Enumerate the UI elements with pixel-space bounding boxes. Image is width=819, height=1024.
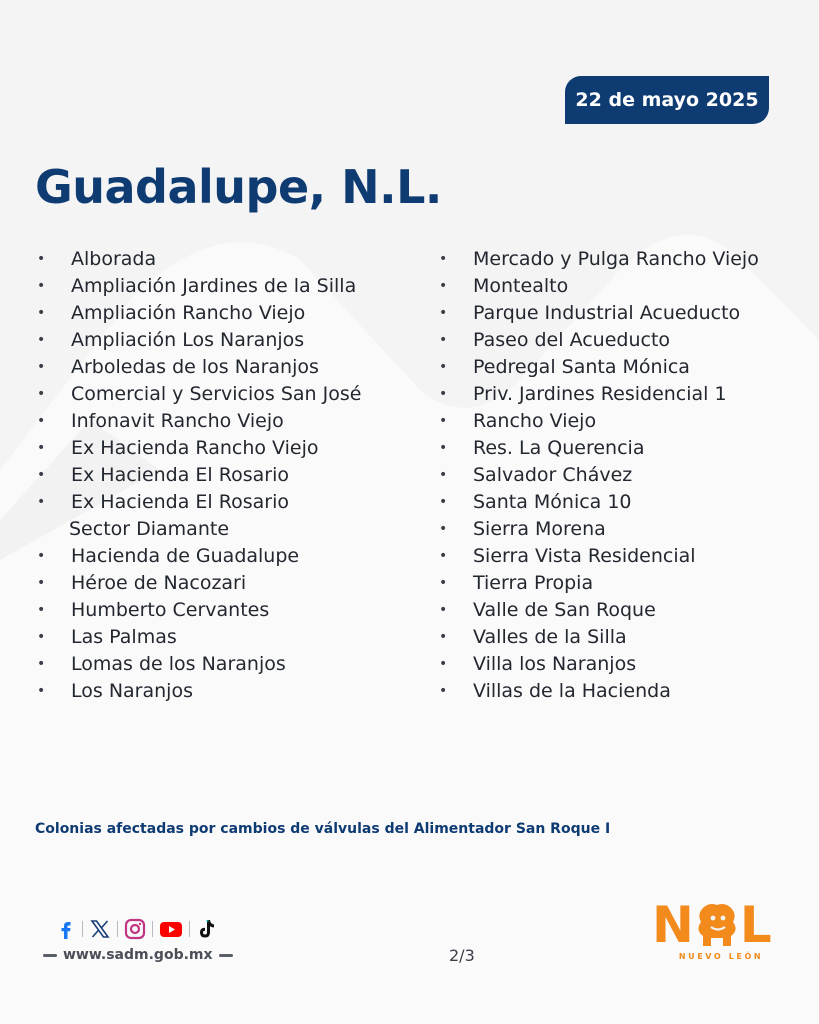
- nuevo-leon-logo: [652, 896, 782, 966]
- list-item-line2: Sector Diamante: [69, 518, 230, 540]
- caption: Colonias afectadas por cambios de válvulas del Alimentador San Roque I: [35, 821, 611, 837]
- logo-letter-n: N: [652, 896, 694, 954]
- list-item: • Ampliación Los Naranjos: [36, 327, 436, 354]
- list-item: • Santa Mónica 10: [438, 489, 808, 516]
- list-item: • Paseo del Acueducto: [438, 327, 808, 354]
- website-link[interactable]: www.sadm.gob.mx: [63, 947, 213, 963]
- divider: [152, 921, 153, 937]
- list-item: • Ex Hacienda El Rosario: [36, 462, 436, 489]
- divider: [189, 921, 190, 937]
- list-item: • Sierra Morena: [438, 516, 808, 543]
- list-item: • Valles de la Silla: [438, 624, 808, 651]
- neighborhood-list-left: [36, 246, 436, 705]
- social-icons: [56, 914, 216, 944]
- list-item: • Humberto Cervantes: [36, 597, 436, 624]
- list-item: • Salvador Chávez: [438, 462, 808, 489]
- list-item: • Parque Industrial Acueducto: [438, 300, 808, 327]
- list-item: • Infonavit Rancho Viejo: [36, 408, 436, 435]
- facebook-icon[interactable]: [56, 918, 76, 940]
- page-number: 2/3: [449, 946, 475, 965]
- list-item: • Pedregal Santa Mónica: [438, 354, 808, 381]
- list-item: • Priv. Jardines Residencial 1: [438, 381, 808, 408]
- list-item: • Héroe de Nacozari: [36, 570, 436, 597]
- list-item: • Res. La Querencia: [438, 435, 808, 462]
- list-item: • Ampliación Jardines de la Silla: [36, 273, 436, 300]
- list-item: • Villa los Naranjos: [438, 651, 808, 678]
- youtube-icon[interactable]: [159, 918, 183, 940]
- list-item: • Rancho Viejo: [438, 408, 808, 435]
- logo-letter-l: L: [739, 896, 772, 954]
- dash-decoration: [43, 954, 57, 957]
- list-item: • Ex Hacienda Rancho Viejo: [36, 435, 436, 462]
- list-item: • Alborada: [36, 246, 436, 273]
- list-item: • Sierra Vista Residencial: [438, 543, 808, 570]
- list-item: • Lomas de los Naranjos: [36, 651, 436, 678]
- tiktok-icon[interactable]: [196, 918, 216, 940]
- list-item: • Las Palmas: [36, 624, 436, 651]
- list-item-line1: Ex Hacienda El Rosario: [71, 491, 289, 513]
- list-item: • Montealto: [438, 273, 808, 300]
- list-item: • Ampliación Rancho Viejo: [36, 300, 436, 327]
- divider: [82, 921, 83, 937]
- x-icon[interactable]: [89, 918, 111, 940]
- page-title: Guadalupe, N.L.: [35, 160, 442, 214]
- list-item: • Hacienda de Guadalupe: [36, 543, 436, 570]
- list-item: • Arboledas de los Naranjos: [36, 354, 436, 381]
- list-item: • Valle de San Roque: [438, 597, 808, 624]
- list-item: • Comercial y Servicios San José: [36, 381, 436, 408]
- dash-decoration: [219, 954, 233, 957]
- list-item: • Los Naranjos: [36, 678, 436, 705]
- list-item: • Villas de la Hacienda: [438, 678, 808, 705]
- list-item-multiline: [36, 489, 436, 543]
- lion-icon: [695, 902, 739, 950]
- logo-subtitle: NUEVO LEÓN: [678, 952, 764, 961]
- list-item: • Mercado y Pulga Rancho Viejo: [438, 246, 808, 273]
- divider: [117, 921, 118, 937]
- website-footer: [43, 947, 233, 963]
- date-badge: 22 de mayo 2025: [565, 76, 769, 124]
- list-item: • Tierra Propia: [438, 570, 808, 597]
- neighborhood-list-right: [438, 246, 808, 705]
- instagram-icon[interactable]: [124, 918, 146, 940]
